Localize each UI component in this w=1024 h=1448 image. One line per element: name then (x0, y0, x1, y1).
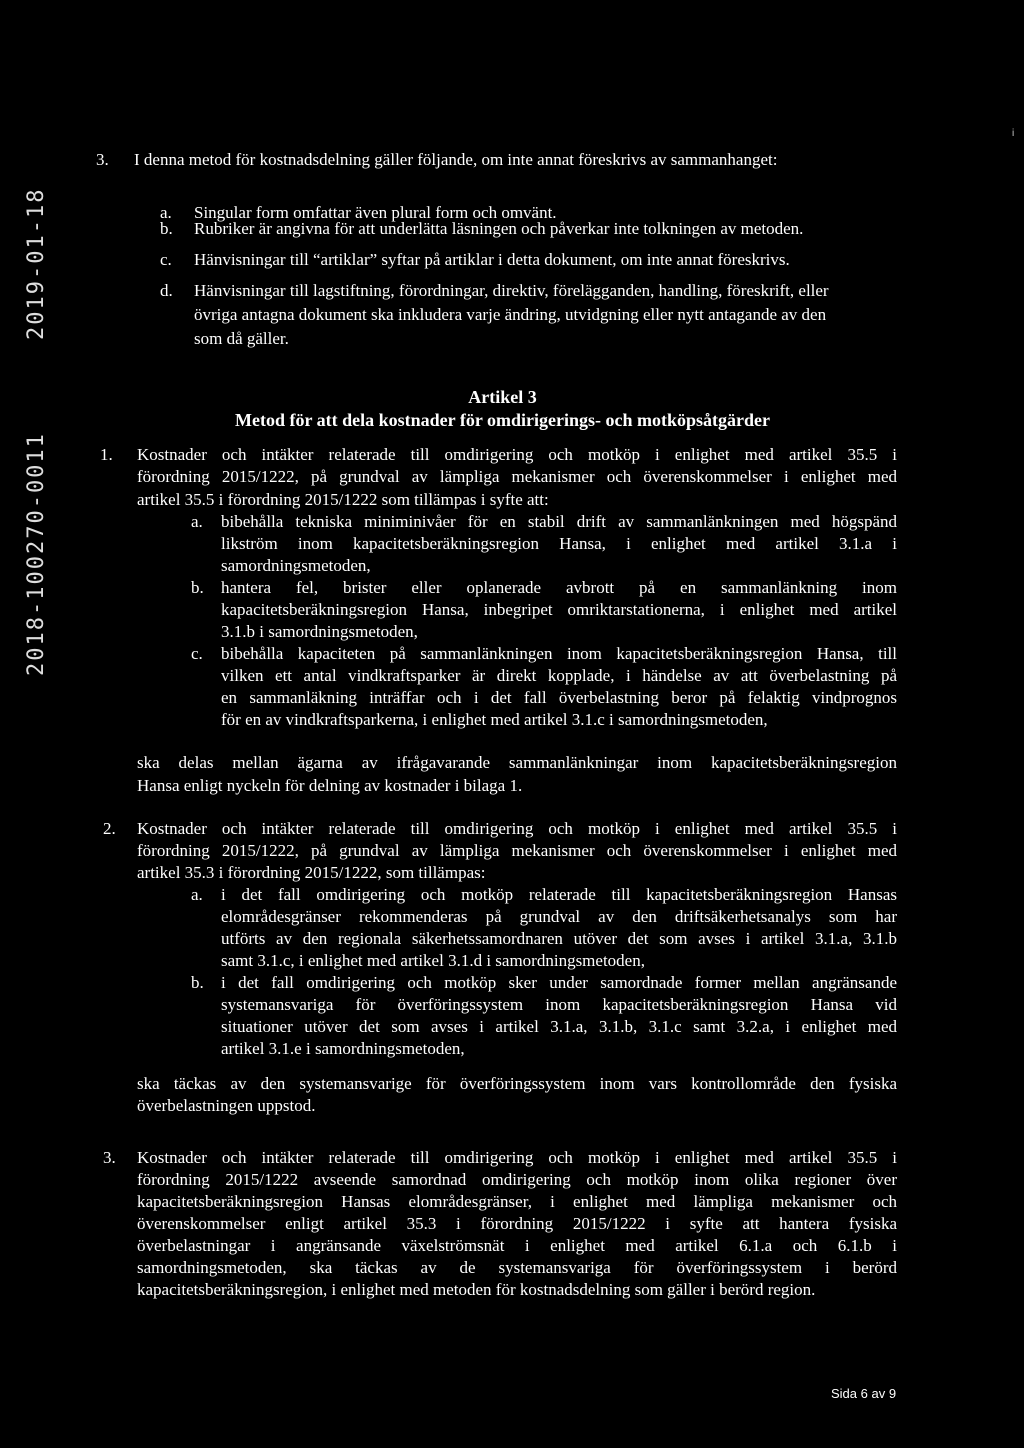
paragraph-1-closing-line-1: ska delas mellan ägarna av ifrågavarande sammanlänkningar inom kapacitetsberäkningsregion (137, 753, 897, 772)
stamp-document-number: 2018-100270-0011 (24, 432, 49, 676)
paragraph-2-item-b-line-1: i det fall omdirigering och motköp sker under samordnade former mellan angränsande (221, 973, 897, 992)
paragraph-3-line-4: överenskommelser enligt artikel 35.3 i förordning 2015/1222 i syfte att hantera fysiska (137, 1214, 897, 1233)
paragraph-2-number: 2. (103, 819, 116, 838)
paragraph-1-item-b-line-1: hantera fel, brister eller oplanerade avbrott på en sammanlänkning inom (221, 578, 897, 597)
definition-a-marker: a. (160, 203, 172, 222)
paragraph-2-line-2: förordning 2015/1222, på grundval av lämpliga mekanismer och överenskommelser i enlighet med (137, 841, 897, 860)
paragraph-2-closing-line-2: överbelastningen uppstod. (137, 1096, 316, 1115)
paragraph-2-item-a-line-1: i det fall omdirigering och motköp relaterade till kapacitetsberäkningsregion Hansas (221, 885, 897, 904)
paragraph-1-item-c-line-4: för en av vindkraftsparkerna, i enlighet med artikel 3.1.c i samordningsmetoden, (221, 710, 768, 729)
paragraph-2-item-a-line-2: elområdesgränser rekommenderas på grundval av den driftsäkerhetsanalys som har (221, 907, 897, 926)
paragraph-1-item-b-line-2: kapacitetsberäkningsregion Hansa, inbegripet omriktarstationerna, i enlighet med artikel (221, 600, 897, 619)
definition-c-text: Hänvisningar till “artiklar” syftar på artiklar i detta dokument, om inte annat föreskrivs. (194, 250, 790, 269)
paragraph-1-item-b-line-3: 3.1.b i samordningsmetoden, (221, 622, 418, 641)
paragraph-1-item-a-line-1: bibehålla tekniska miniminivåer för en stabil drift av sammanlänkningen med högspänd (221, 512, 897, 531)
definition-d-line-2: övriga antagna dokument ska inkludera varje ändring, utvidgning eller nytt antagande av den (194, 305, 827, 324)
paragraph-1-number: 1. (100, 445, 113, 464)
paragraph-1-line-1: Kostnader och intäkter relaterade till omdirigering och motköp i enlighet med artikel 35.5 i (137, 445, 897, 464)
paragraph-2-item-a-line-4: samt 3.1.c, i enlighet med artikel 3.1.d i samordningsmetoden, (221, 951, 645, 970)
paragraph-3-line-2: förordning 2015/1222 avseende samordnad omdirigering och motköp inom olika regioner över (137, 1170, 897, 1189)
paragraph-2-item-b-line-4: artikel 3.1.e i samordningsmetoden, (221, 1039, 465, 1058)
article-subtitle: Metod för att dela kostnader för omdirigerings- och motköpsåtgärder (235, 410, 770, 430)
paragraph-2-item-b-line-3: situationer utöver det som avses i artikel 3.1.a, 3.1.b, 3.1.c samt 3.2.a, i enlighet med (221, 1017, 897, 1036)
paragraph-1-line-3: artikel 35.5 i förordning 2015/1222 som tillämpas i syfte att: (137, 490, 549, 509)
paragraph-1-item-c-line-1: bibehålla kapaciteten på sammanlänkningen inom kapacitetsberäkningsregion Hansa, till (221, 644, 897, 663)
paragraph-2-item-a-line-3: utförts av den regionala säkerhetssamordnaren utöver det som avses i artikel 3.1.a, 3.1.b (221, 929, 897, 948)
article-title: Artikel 3 (468, 387, 537, 407)
paragraph-2-item-b-marker: b. (191, 973, 204, 992)
paragraph-1-item-a-marker: a. (191, 512, 203, 531)
paragraph-2-item-b-line-2: systemansvariga för överföringssystem inom kapacitetsberäkningsregion Hansa vid (221, 995, 897, 1014)
corner-mark: i (1012, 128, 1015, 139)
stamp-date: 2019-01-18 (24, 187, 49, 340)
definitions-number: 3. (96, 150, 109, 169)
paragraph-3-line-7: kapacitetsberäkningsregion, i enlighet med metoden för kostnadsdelning som gäller i berörd region. (137, 1280, 816, 1299)
definition-b-text: Rubriker är angivna för att underlätta läsningen och påverkar inte tolkningen av metoden. (194, 219, 804, 238)
paragraph-2-closing-line-1: ska täckas av den systemansvarige för överföringssystem inom vars kontrollområde den fysiska (137, 1074, 897, 1093)
definition-d-line-1: Hänvisningar till lagstiftning, förordningar, direktiv, förelägganden, handling, föreskrift, eller (194, 281, 829, 300)
page-number: Sida 6 av 9 (831, 1386, 897, 1401)
paragraph-3-line-3: kapacitetsberäkningsregion Hansas elområdesgränser, i enlighet med lämpliga mekanismer och (137, 1192, 897, 1211)
paragraph-3-number: 3. (103, 1148, 116, 1167)
vertical-stamp (24, 0, 66, 1448)
paragraph-2-line-1: Kostnader och intäkter relaterade till omdirigering och motköp i enlighet med artikel 35.5 i (137, 819, 897, 838)
paragraph-3-line-5: överbelastningar i angränsande växelströmsnät i enlighet med artikel 6.1.a och 6.1.b i (137, 1236, 897, 1255)
definition-d-line-3: som då gäller. (194, 329, 289, 348)
paragraph-1-item-a-line-3: samordningsmetoden, (221, 556, 371, 575)
definition-b-marker: b. (160, 219, 173, 238)
paragraph-3-line-1: Kostnader och intäkter relaterade till omdirigering och motköp i enlighet med artikel 35.5 i (137, 1148, 897, 1167)
paragraph-2-line-3: artikel 35.3 i förordning 2015/1222, som tillämpas: (137, 863, 486, 882)
paragraph-1-item-b-marker: b. (191, 578, 204, 597)
paragraph-1-item-a-line-2: likström inom kapacitetsberäkningsregion Hansa, i enlighet med artikel 3.1.a i (221, 534, 897, 553)
paragraph-1-item-c-line-2: vilken ett antal vindkraftsparker är direkt kopplade, i händelse av att överbelastning på (221, 666, 897, 685)
paragraph-1-item-c-marker: c. (191, 644, 203, 663)
paragraph-3-line-6: samordningsmetoden, ska täckas av de systemansvariga för överföringssystem i berörd (137, 1258, 897, 1277)
definition-c-marker: c. (160, 250, 172, 269)
paragraph-2-item-a-marker: a. (191, 885, 203, 904)
paragraph-1-line-2: förordning 2015/1222, på grundval av lämpliga mekanismer och överenskommelser i enlighet med (137, 467, 897, 486)
definition-a-text: Singular form omfattar även plural form och omvänt. (194, 203, 557, 222)
paragraph-1-item-c-line-3: en sammanläkning inträffar och i det fall överbelastning beror på felaktig vindprognos (221, 688, 897, 707)
definition-d-marker: d. (160, 281, 173, 300)
definitions-intro: I denna metod för kostnadsdelning gäller följande, om inte annat föreskrivs av sammanhanget: (134, 150, 778, 169)
paragraph-1-closing-line-2: Hansa enligt nyckeln för delning av kostnader i bilaga 1. (137, 776, 523, 795)
